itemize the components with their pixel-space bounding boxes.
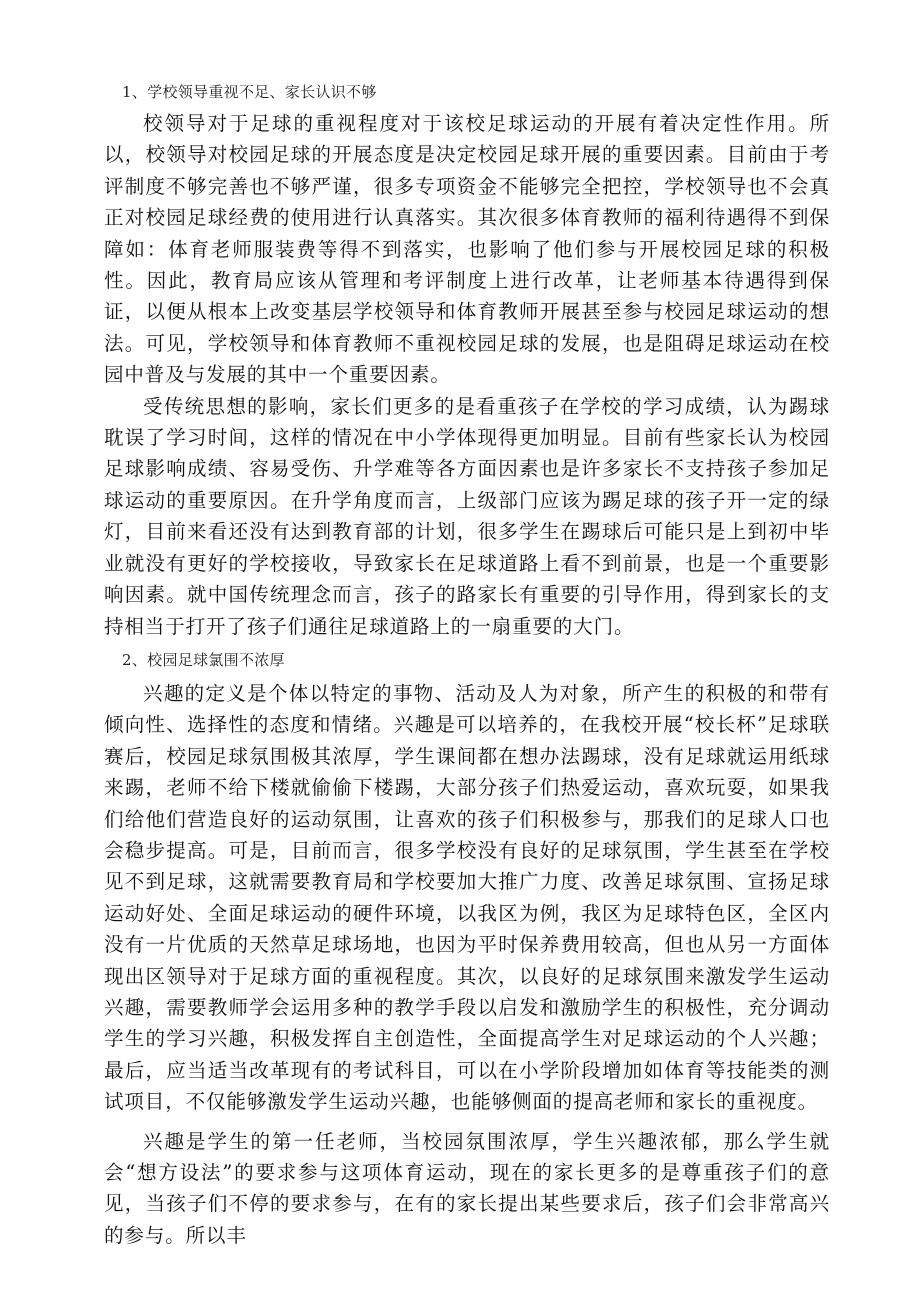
paragraph-parents-attitude: 受传统思想的影响，家长们更多的是看重孩子在学校的学习成绩，认为踢球耽误了学习时间，这样的情况在中小学体现得更加明显。目前有些家长认为校园足球影响成绩、容易受伤、升学难等各方面因素也是许多家长不支持孩子参加足球运动的重要原因。在升学角度而言，上级部门应该为踢足球的孩子开一定的绿灯，目前来看还没有达到教育部的计划，很多学生在踢球后可能只是上到初中毕业就没有更好的学校接收，导致家长在足球道路上看不到前景，也是一个重要影响因素。就中国传统理念而言，孩子的路家长有重要的引导作用，得到家长的支持相当于打开了孩子们通往足球道路上的一扇重要的大门。 [104, 394, 830, 638]
document-body [104, 82, 830, 1251]
section-heading-1: 1、学校领导重视不足、家长认识不够 [122, 83, 377, 101]
paragraph-interest-first-teacher: 兴趣是学生的第一任老师，当校园氛围浓厚，学生兴趣浓郁，那么学生就会“想方设法”的要求参与这项体育运动，现在的家长更多的是尊重孩子们的意见，当孩子们不停的要求参与，在有的家长提出某些要求后，孩子们会非常高兴的参与。所以丰 [104, 1129, 830, 1247]
paragraph-school-leadership: 校领导对于足球的重视程度对于该校足球运动的开展有着决定性作用。所以，校领导对校园足球的开展态度是决定校园足球开展的重要因素。目前由于考评制度不够完善也不够严谨，很多专项资金不能够完全把控，学校领导也不会真正对校园足球经费的使用进行认真落实。其次很多体育教师的福利待遇得不到保障如：体育老师服装费等得不到落实，也影响了他们参与开展校园足球的积极性。因此，教育局应该从管理和考评制度上进行改革，让老师基本待遇得到保证，以便从根本上改变基层学校领导和体育教师开展甚至参与校园足球运动的想法。可见，学校领导和体育教师不重视校园足球的发展，也是阻碍足球运动在校园中普及与发展的其中一个重要因素。 [104, 112, 830, 387]
paragraph-interest-definition: 兴趣的定义是个体以特定的事物、活动及人为对象，所产生的积极的和带有倾向性、选择性的态度和情绪。兴趣是可以培养的，在我校开展“校长杯”足球联赛后，校园足球氛围极其浓厚，学生课间都在想办法踢球，没有足球就运用纸球来踢，老师不给下楼就偷偷下楼踢，大部分孩子们热爱运动，喜欢玩耍，如果我们给他们营造良好的运动氛围，让喜欢的孩子们积极参与，那我们的足球人口也会稳步提高。可是，目前而言，很多学校没有良好的足球氛围，学生甚至在学校见不到足球，这就需要教育局和学校要加大推广力度、改善足球氛围、宣扬足球运动好处、全面足球运动的硬件环境，以我区为例，我区为足球特色区，全区内没有一片优质的天然草足球场地，也因为平时保养费用较高，但也从另一方面体现出区领导对于足球方面的重视程度。其次，以良好的足球氛围来激发学生运动兴趣，需要教师学会运用多种的教学手段以启发和激励学生的积极性，充分调动学生的学习兴趣，积极发挥自主创造性，全面提高学生对足球运动的个人兴趣；最后，应当适当改革现有的考试科目，可以在小学阶段增加如体育等技能类的测试项目，不仅能够激发学生运动兴趣，也能够侧面的提高老师和家长的重视度。 [104, 681, 830, 1114]
section-heading-2: 2、校园足球氯围不浓厚 [122, 650, 285, 669]
